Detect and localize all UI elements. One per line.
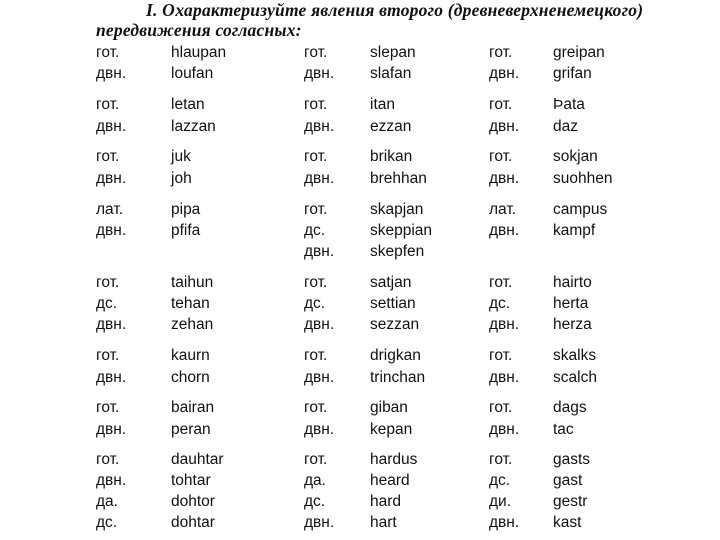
- word-form: hardus: [370, 451, 418, 468]
- word-form: peran: [171, 421, 211, 438]
- language-abbrev: гот.: [304, 148, 328, 165]
- language-abbrev: гот.: [304, 399, 328, 416]
- language-abbrev: двн.: [304, 118, 335, 135]
- word-form: gast: [553, 472, 583, 489]
- word-form: taihun: [171, 274, 214, 291]
- word-form: grifan: [553, 65, 592, 82]
- language-abbrev: дс.: [304, 222, 326, 239]
- word-form: skalks: [553, 347, 597, 364]
- language-abbrev: гот.: [489, 347, 513, 364]
- word-form: Þata: [553, 96, 585, 113]
- word-form: daz: [553, 118, 578, 135]
- language-abbrev: двн.: [489, 421, 520, 438]
- word-form: sokjan: [553, 148, 598, 165]
- language-abbrev: гот.: [96, 274, 120, 291]
- language-abbrev: двн.: [96, 222, 127, 239]
- word-form: kampf: [553, 222, 596, 239]
- language-abbrev: гот.: [304, 96, 328, 113]
- word-form: dags: [553, 399, 587, 416]
- word-form: kast: [553, 514, 582, 531]
- word-form: hlaupan: [171, 44, 227, 61]
- title-line-2: передвижения согласных:: [96, 20, 302, 40]
- language-abbrev: гот.: [96, 399, 120, 416]
- language-abbrev: гот.: [96, 44, 120, 61]
- word-form: dohtar: [171, 514, 215, 531]
- language-abbrev: да.: [96, 493, 118, 510]
- word-form: juk: [171, 148, 191, 165]
- word-form: skeppian: [370, 222, 433, 239]
- word-form: slafan: [370, 65, 412, 82]
- word-form: pfifa: [171, 222, 201, 239]
- word-form: hart: [370, 514, 397, 531]
- language-abbrev: двн.: [304, 170, 335, 187]
- word-form: settian: [370, 295, 416, 312]
- language-abbrev: гот.: [304, 274, 328, 291]
- language-abbrev: гот.: [304, 347, 328, 364]
- language-abbrev: двн.: [489, 222, 520, 239]
- language-abbrev: двн.: [96, 369, 127, 386]
- language-abbrev: лат.: [96, 201, 124, 218]
- word-form: joh: [171, 170, 192, 187]
- language-abbrev: двн.: [304, 316, 335, 333]
- language-abbrev: гот.: [489, 44, 513, 61]
- language-abbrev: дс.: [96, 295, 118, 312]
- language-abbrev: двн.: [489, 369, 520, 386]
- word-form: giban: [370, 399, 408, 416]
- word-form: heard: [370, 472, 410, 489]
- word-form: skapjan: [370, 201, 424, 218]
- language-abbrev: двн.: [489, 316, 520, 333]
- language-abbrev: дс.: [96, 514, 118, 531]
- word-form: hard: [370, 493, 402, 510]
- language-abbrev: двн.: [96, 118, 127, 135]
- word-form: tohtar: [171, 472, 211, 489]
- word-form: campus: [553, 201, 608, 218]
- language-abbrev: гот.: [96, 451, 120, 468]
- word-form: hairto: [553, 274, 592, 291]
- language-abbrev: гот.: [96, 148, 120, 165]
- word-form: brehhan: [370, 170, 427, 187]
- language-abbrev: дс.: [489, 472, 511, 489]
- language-abbrev: двн.: [96, 421, 127, 438]
- word-form: tac: [553, 421, 574, 438]
- word-form: dohtor: [171, 493, 215, 510]
- language-abbrev: дс.: [489, 295, 511, 312]
- word-form: bairan: [171, 399, 215, 416]
- language-abbrev: гот.: [489, 96, 513, 113]
- language-abbrev: двн.: [304, 369, 335, 386]
- word-form: scalch: [553, 369, 597, 386]
- language-abbrev: двн.: [96, 170, 127, 187]
- language-abbrev: гот.: [489, 148, 513, 165]
- word-form: trinchan: [370, 369, 426, 386]
- language-abbrev: гот.: [96, 347, 120, 364]
- language-abbrev: гот.: [304, 201, 328, 218]
- word-form: kepan: [370, 421, 413, 438]
- word-form: sezzan: [370, 316, 420, 333]
- language-abbrev: двн.: [96, 316, 127, 333]
- language-abbrev: двн.: [489, 65, 520, 82]
- language-abbrev: двн.: [489, 118, 520, 135]
- word-form: lazzan: [171, 118, 216, 135]
- word-form: slepan: [370, 44, 416, 61]
- language-abbrev: гот.: [489, 274, 513, 291]
- word-form: ezzan: [370, 118, 412, 135]
- language-abbrev: дс.: [304, 295, 326, 312]
- word-form: pipa: [171, 201, 201, 218]
- word-form: satjan: [370, 274, 412, 291]
- language-abbrev: да.: [304, 472, 326, 489]
- language-abbrev: гот.: [304, 451, 328, 468]
- word-form: gestr: [553, 493, 588, 510]
- language-abbrev: ди.: [489, 493, 512, 510]
- word-form: drigkan: [370, 347, 421, 364]
- language-abbrev: двн.: [489, 514, 520, 531]
- word-form: zehan: [171, 316, 214, 333]
- language-abbrev: лат.: [489, 201, 517, 218]
- word-form: brikan: [370, 148, 413, 165]
- language-abbrev: двн.: [304, 421, 335, 438]
- word-form: kaurn: [171, 347, 210, 364]
- language-abbrev: двн.: [96, 65, 127, 82]
- title-line-1: I. Охарактеризуйте явления второго (древневерхненемецкого): [146, 0, 644, 20]
- word-form: letan: [171, 96, 205, 113]
- word-form: tehan: [171, 295, 210, 312]
- word-form: greipan: [553, 44, 605, 61]
- word-form: gasts: [553, 451, 591, 468]
- language-abbrev: двн.: [304, 243, 335, 260]
- word-form: suohhen: [553, 170, 613, 187]
- language-abbrev: двн.: [304, 65, 335, 82]
- word-form: itan: [370, 96, 395, 113]
- word-form: skepfen: [370, 243, 425, 260]
- word-form: herta: [553, 295, 589, 312]
- language-abbrev: гот.: [489, 399, 513, 416]
- language-abbrev: двн.: [304, 514, 335, 531]
- language-abbrev: гот.: [489, 451, 513, 468]
- language-abbrev: двн.: [489, 170, 520, 187]
- language-abbrev: гот.: [96, 96, 120, 113]
- word-form: dauhtar: [171, 451, 224, 468]
- language-abbrev: гот.: [304, 44, 328, 61]
- word-form: herza: [553, 316, 592, 333]
- word-form: loufan: [171, 65, 214, 82]
- word-form: chorn: [171, 369, 210, 386]
- language-abbrev: дс.: [304, 493, 326, 510]
- language-abbrev: двн.: [96, 472, 127, 489]
